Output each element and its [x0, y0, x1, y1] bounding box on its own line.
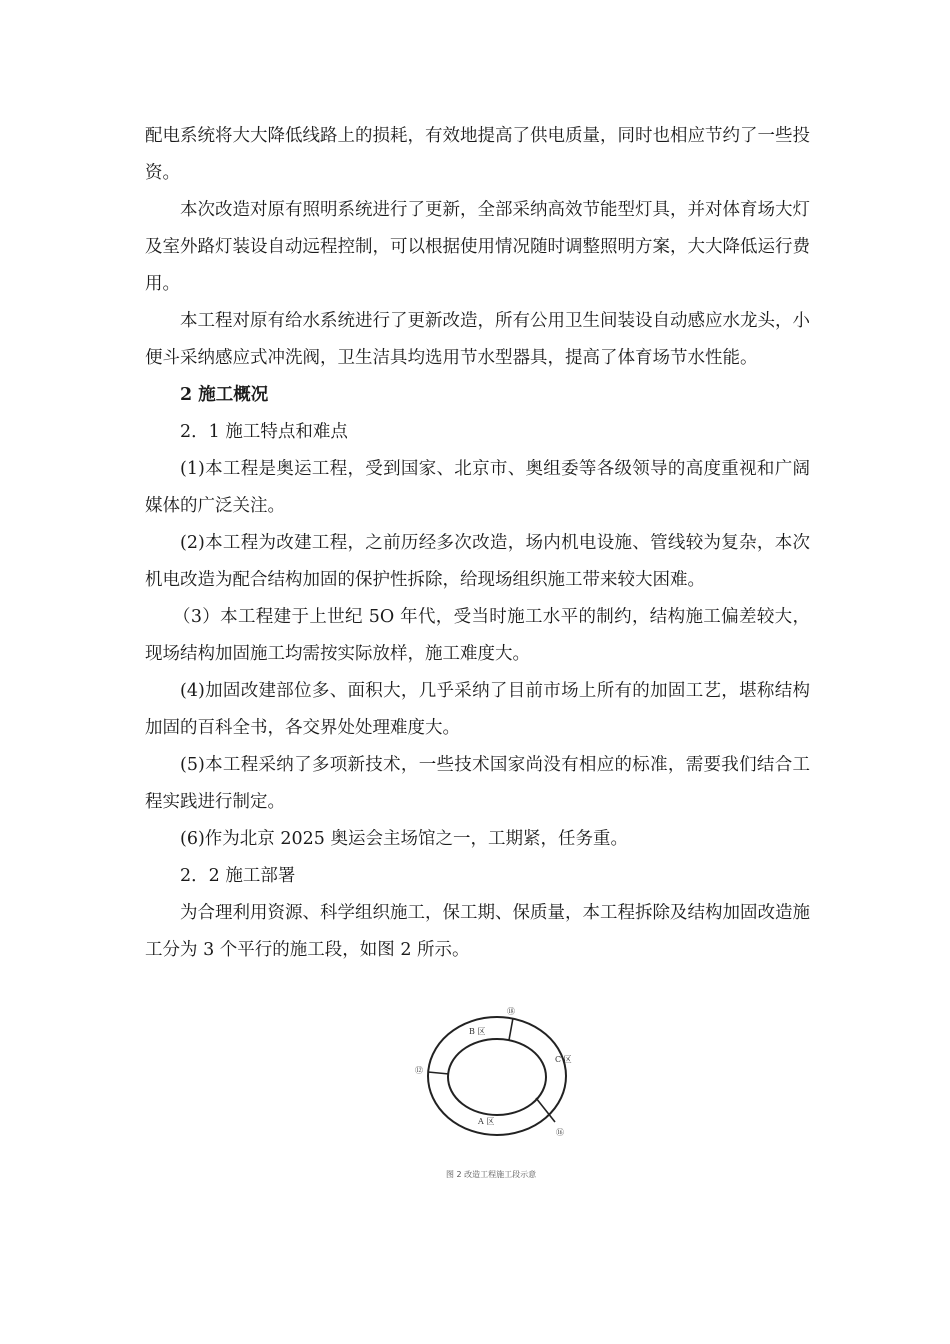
zone-c-label: C 区 — [555, 1055, 572, 1064]
stadium-zone-diagram — [405, 1000, 595, 1190]
paragraph-deployment: 为合理利用资源、科学组织施工，保工期、保质量，本工程拆除及结构加固改造施工分为 3 个平行的施工段，如图 2 所示。 — [145, 903, 810, 960]
inner-ring — [448, 1039, 546, 1115]
paragraph-power-distribution: 配电系统将大大降低线路上的损耗，有效地提高了供电质量，同时也相应节约了一些投资。 — [145, 126, 810, 183]
zone-b-label: B 区 — [469, 1027, 486, 1036]
divider-top — [509, 1018, 513, 1040]
paragraph-water-supply: 本工程对原有给水系统进行了更新改造，所有公用卫生间装设自动感应水龙头，小便斗采纳感应式冲洗阀，卫生洁具均选用节水型器具，提高了体育场节水性能。 — [145, 311, 810, 368]
subsection-heading-features: 2．1 施工特点和难点 — [180, 422, 348, 442]
body-text — [145, 118, 810, 969]
section-heading: 2 施工概况 — [180, 385, 269, 405]
marker-top: ⑱ — [507, 1007, 515, 1016]
list-item-3: （3）本工程建于上世纪 5O 年代，受当时施工水平的制约，结构施工偏差较大，现场结构加固施工均需按实际放样，施工难度大。 — [145, 607, 810, 664]
paragraph-lighting: 本次改造对原有照明系统进行了更新，全部采纳高效节能型灯具，并对体育场大灯及室外路灯装设自动远程控制，可以根据使用情况随时调整照明方案，大大降低运行费用。 — [145, 200, 810, 294]
subsection-heading-deployment: 2．2 施工部署 — [180, 866, 296, 886]
list-item-2: (2)本工程为改建工程，之前历经多次改造，场内机电设施、管线较为复杂，本次机电改造为配合结构加固的保护性拆除，给现场组织施工带来较大困难。 — [145, 533, 810, 590]
list-item-4: (4)加固改建部位多、面积大，几乎采纳了目前市场上所有的加固工艺，堪称结构加固的百科全书，各交界处处理难度大。 — [145, 681, 810, 738]
list-item-1: (1)本工程是奥运工程，受到国家、北京市、奥组委等各级领导的高度重视和广阔媒体的广泛关注。 — [145, 459, 810, 516]
list-item-6: (6)作为北京 2025 奥运会主场馆之一，工期紧，任务重。 — [180, 829, 628, 849]
marker-left: ⑫ — [415, 1066, 423, 1075]
zone-a-label: A 区 — [478, 1117, 495, 1126]
divider-left — [428, 1072, 449, 1074]
list-item-5: (5)本工程采纳了多项新技术，一些技术国家尚没有相应的标准，需要我们结合工程实践进行制定。 — [145, 755, 810, 812]
stadium-zone-figure — [405, 1000, 595, 1190]
figure-caption: 图 2 改造工程施工段示意 — [446, 1170, 537, 1179]
marker-bottom: ⑯ — [556, 1128, 564, 1137]
